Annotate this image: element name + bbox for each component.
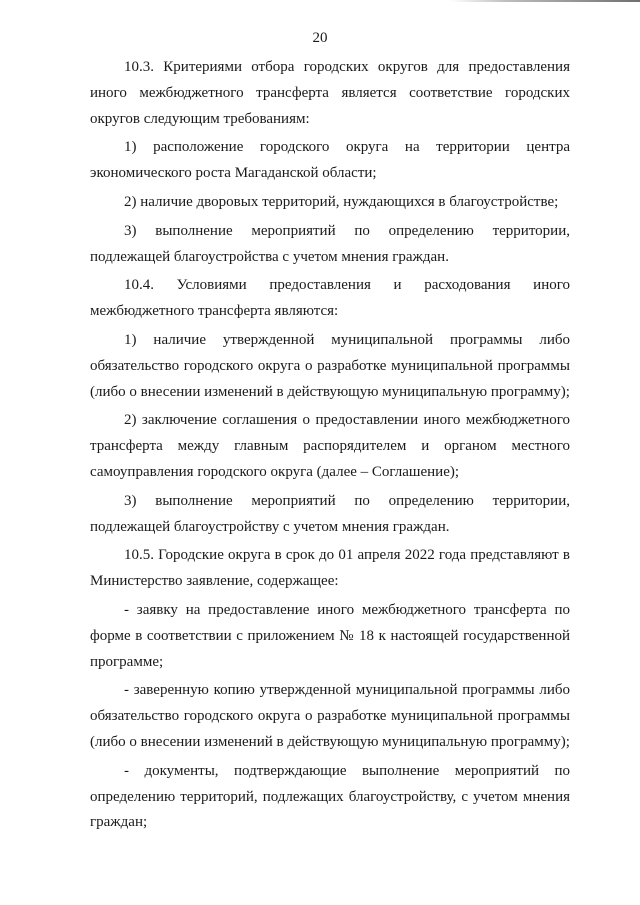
document-body xyxy=(90,55,570,836)
application-item-2: - заверенную копию утвержденной муниципальной программы либо обязательство городского округа о разработке муниципальной программы (либо о внесении изменений в действующую муниципальную программу); xyxy=(90,682,570,750)
application-item-3: - документы, подтверждающие выполнение мероприятий по определению территорий, подлежащих благоустройству, с учетом мнения граждан; xyxy=(90,762,570,831)
condition-item-2: 2) заключение соглашения о предоставлении иного межбюджетного трансферта между главным распорядителем и органом местного самоуправления городского округа (далее – Соглашение); xyxy=(90,412,570,480)
condition-item-3: 3) выполнение мероприятий по определению территории, подлежащей благоустройству с учетом мнения граждан. xyxy=(90,492,570,535)
paragraph-10-4: 10.4. Условиями предоставления и расходования иного межбюджетного трансферта являются: xyxy=(90,277,570,320)
criteria-item-3: 3) выполнение мероприятий по определению территории, подлежащей благоустройства с учетом мнения граждан. xyxy=(90,222,570,265)
application-item-1: - заявку на предоставление иного межбюджетного трансферта по форме в соответствии с приложением № 18 к настоящей государственной программе; xyxy=(90,601,570,670)
criteria-item-2: 2) наличие дворовых территорий, нуждающихся в благоустройстве; xyxy=(124,193,559,210)
condition-item-1: 1) наличие утвержденной муниципальной программы либо обязательство городского округа о разработке муниципальной программы (либо о внесении изменений в действующую муниципальную программу); xyxy=(90,331,570,400)
paragraph-10-5: 10.5. Городские округа в срок до 01 апреля 2022 года представляют в Министерство заявление, содержащее: xyxy=(90,547,570,590)
criteria-item-1: 1) расположение городского округа на территории центра экономического роста Магаданской области; xyxy=(90,139,570,182)
paragraph-10-3: 10.3. Критериями отбора городских округов для предоставления иного межбюджетного трансферта является соответствие городских округов следующим требованиям: xyxy=(90,59,570,127)
scan-edge-line xyxy=(450,0,640,2)
page-number: 20 xyxy=(312,30,328,46)
